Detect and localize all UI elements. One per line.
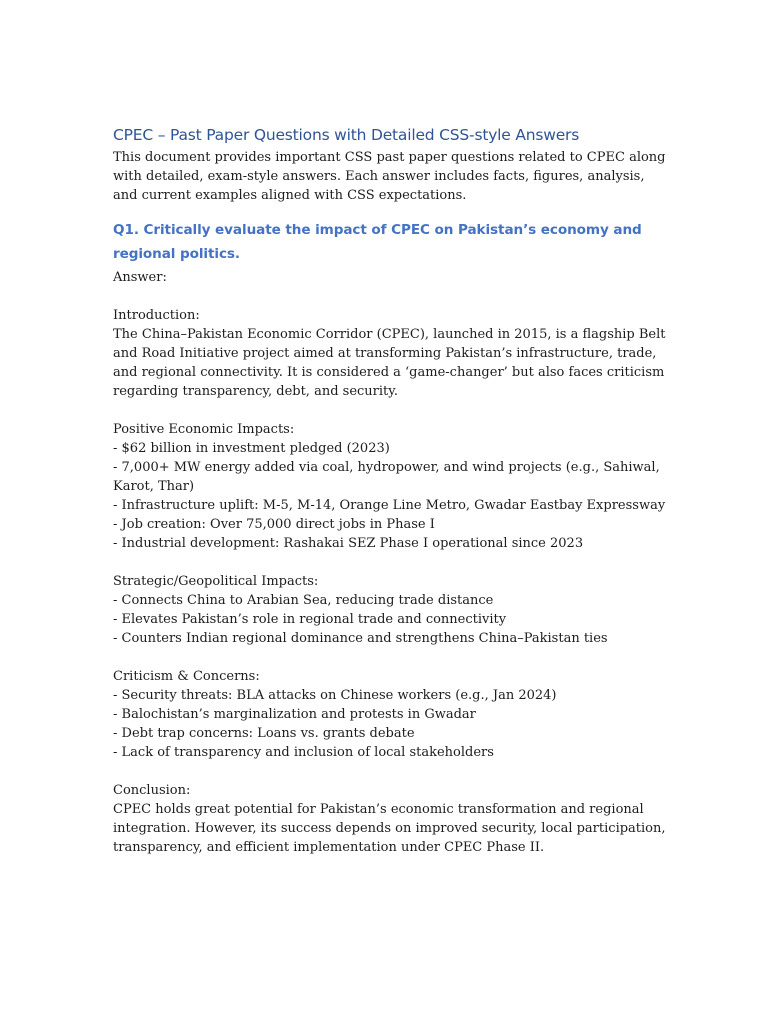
list-item: - Debt trap concerns: Loans vs. grants debate [113,726,415,741]
list-item: - Industrial development: Rashakai SEZ Phase I operational since 2023 [113,536,584,551]
list-item: - Balochistan’s marginalization and protests in Gwadar [113,707,476,722]
blank-line [113,762,673,781]
document-title: CPEC – Past Paper Questions with Detailed CSS-style Answers [113,126,580,144]
list-item: - Elevates Pakistan’s role in regional trade and connectivity [113,612,507,627]
list-item: - Counters Indian regional dominance and strengthens China–Pakistan ties [113,631,608,646]
blank-line [113,401,673,420]
blank-line [113,553,673,572]
strategic-impacts-label: Strategic/Geopolitical Impacts: [113,574,319,589]
list-item: - Lack of transparency and inclusion of local stakeholders [113,745,494,760]
list-item: - Security threats: BLA attacks on Chinese workers (e.g., Jan 2024) [113,688,557,703]
list-item: - $62 billion in investment pledged (2023) [113,441,390,456]
blank-line [113,287,673,306]
list-item: - 7,000+ MW energy added via coal, hydropower, and wind projects (e.g., Sahiwal, Karot, Thar) [113,460,660,494]
conclusion-text: CPEC holds great potential for Pakistan’s economic transformation and regional integration. However, its success depends on improved security, local participation, transparency, and efficient implementation under CPEC Phase II. [113,802,666,855]
criticism-label: Criticism & Concerns: [113,669,260,684]
conclusion-label: Conclusion: [113,783,191,798]
question-heading: Q1. Critically evaluate the impact of CPEC on Pakistan’s economy and regional politics. [113,222,642,262]
list-item: - Connects China to Arabian Sea, reducing trade distance [113,593,494,608]
introduction-text: The China–Pakistan Economic Corridor (CPEC), launched in 2015, is a flagship Belt and Road Initiative project aimed at transforming Pakistan’s infrastructure, trade, and regional connectivity. It is considered a ‘game-changer’ but also faces criticism regarding transparency, debt, and security. [113,327,666,399]
answer-label: Answer: [113,270,167,285]
list-item: - Job creation: Over 75,000 direct jobs in Phase I [113,517,435,532]
document-page [113,124,673,857]
list-item: - Infrastructure uplift: M-5, M-14, Orange Line Metro, Gwadar Eastbay Expressway [113,498,666,513]
blank-line [113,648,673,667]
introduction-label: Introduction: [113,308,200,323]
document-intro: This document provides important CSS past paper questions related to CPEC along with detailed, exam-style answers. Each answer includes facts, figures, analysis, and current examples aligned with CSS expectations. [113,150,666,203]
positive-impacts-label: Positive Economic Impacts: [113,422,295,437]
